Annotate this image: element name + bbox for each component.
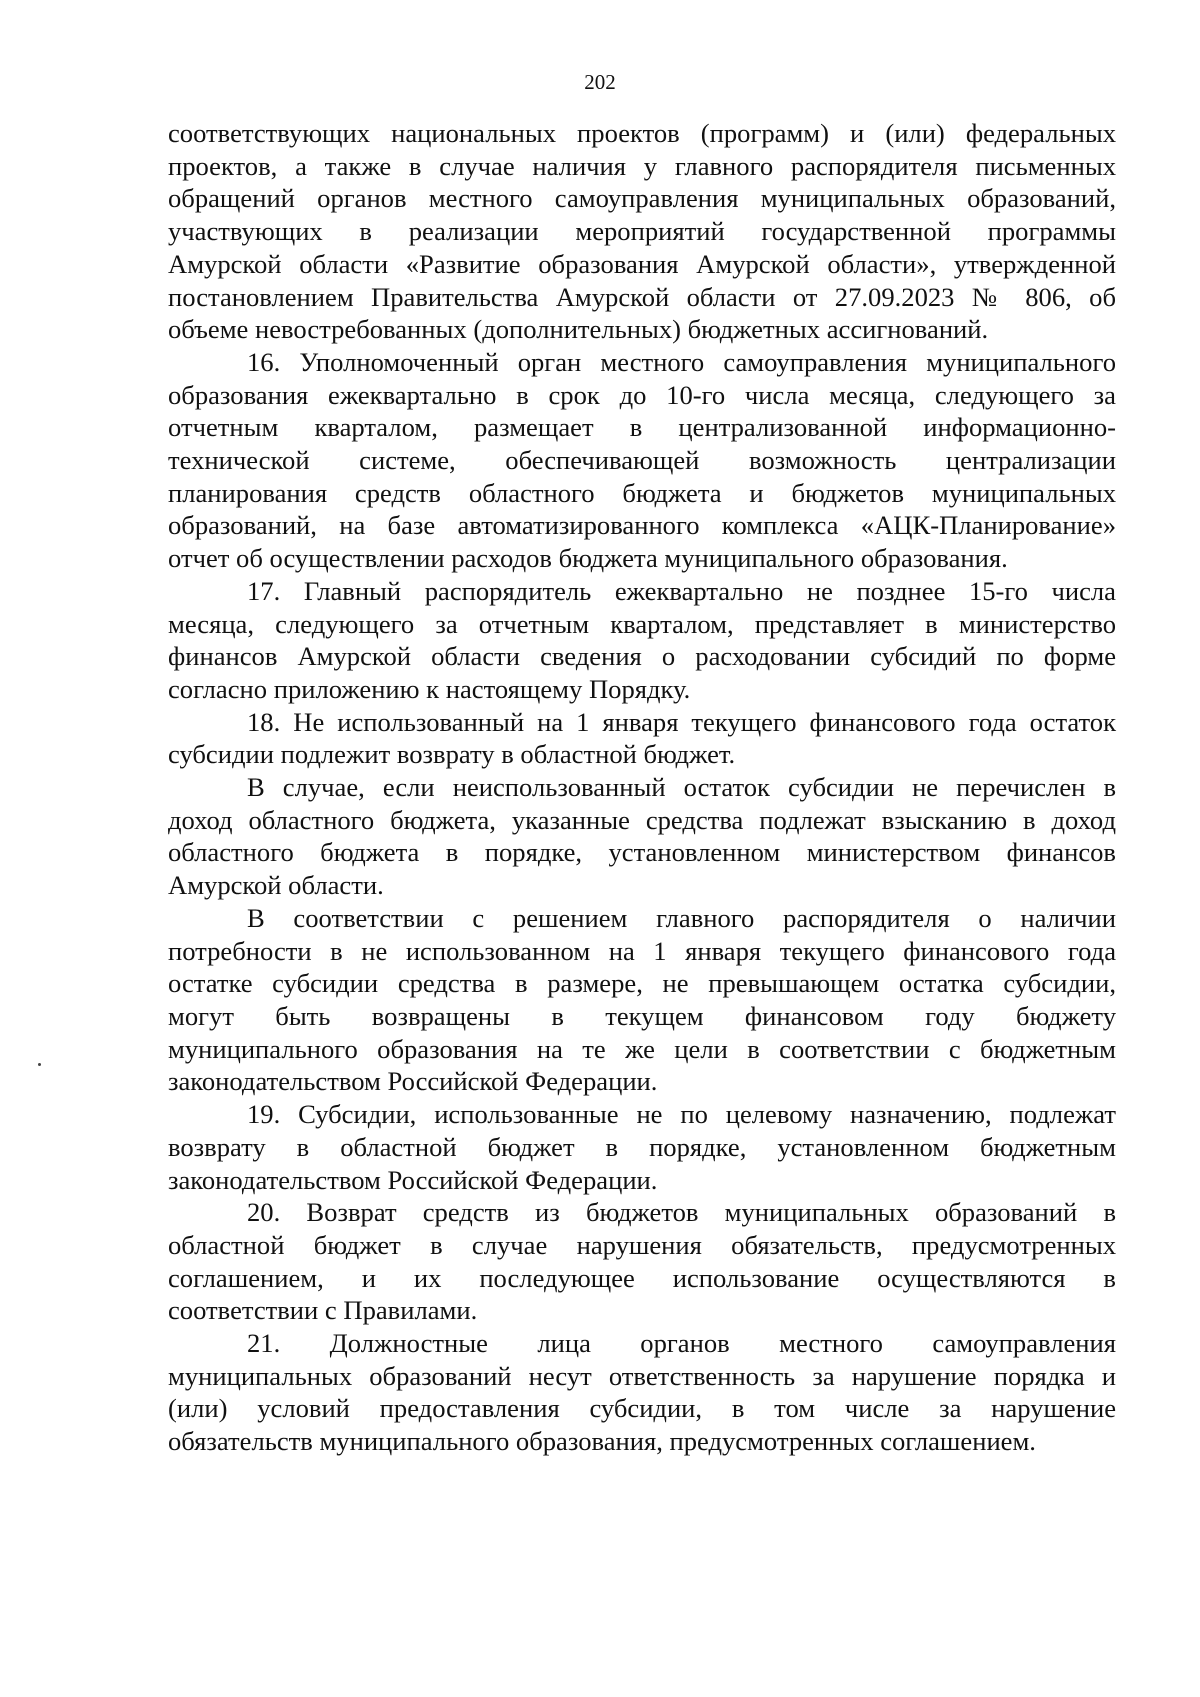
paragraph-p17 bbox=[168, 575, 1116, 706]
text-line: 20. Возврат средств из бюджетов муниципальных образований в bbox=[247, 1197, 1116, 1228]
paragraph-p18c bbox=[168, 902, 1116, 1098]
paragraph-p19 bbox=[168, 1098, 1116, 1196]
text-line: возврату в областной бюджет в порядке, установленном бюджетным bbox=[168, 1131, 1116, 1162]
text-line: законодательством Российской Федерации. bbox=[168, 1164, 658, 1195]
text-line: отчетным кварталом, размещает в централизованной информационно- bbox=[168, 412, 1116, 443]
text-line: 21. Должностные лица органов местного самоуправления bbox=[247, 1328, 1116, 1359]
scan-speck bbox=[38, 1063, 41, 1066]
text-line: технической системе, обеспечивающей возможность централизации bbox=[168, 445, 1116, 476]
paragraph-p20 bbox=[168, 1196, 1116, 1327]
text-line: образования ежеквартально в срок до 10-го числа месяца, следующего за bbox=[168, 379, 1116, 410]
paragraph-p16 bbox=[168, 346, 1116, 575]
text-line: остатке субсидии средства в размере, не превышающем остатка субсидии, bbox=[168, 968, 1116, 999]
text-line: В соответствии с решением главного распорядителя о наличии bbox=[247, 902, 1116, 933]
text-line: 16. Уполномоченный орган местного самоуправления муниципального bbox=[247, 346, 1116, 377]
text-line: постановлением Правительства Амурской области от 27.09.2023 № 806, об bbox=[168, 281, 1116, 312]
text-line: месяца, следующего за отчетным кварталом, представляет в министерство bbox=[168, 608, 1116, 639]
page-number: 202 bbox=[584, 70, 616, 94]
text-line: финансов Амурской области сведения о расходовании субсидий по форме bbox=[168, 641, 1116, 672]
text-line: субсидии подлежит возврату в областной бюджет. bbox=[168, 739, 736, 770]
text-line: В случае, если неиспользованный остаток субсидии не перечислен в bbox=[247, 772, 1116, 803]
text-line: соответствии с Правилами. bbox=[168, 1295, 478, 1326]
text-line: 18. Не использованный на 1 января текущего финансового года остаток bbox=[247, 706, 1116, 737]
text-line: областной бюджет в случае нарушения обязательств, предусмотренных bbox=[168, 1229, 1116, 1260]
text-line: соглашением, и их последующее использование осуществляются в bbox=[168, 1262, 1116, 1293]
text-line: отчет об осуществлении расходов бюджета муниципального образования. bbox=[168, 543, 1008, 574]
text-line: Амурской области. bbox=[168, 870, 384, 901]
paragraph-p0 bbox=[168, 117, 1116, 346]
text-line: соответствующих национальных проектов (программ) и (или) федеральных bbox=[168, 118, 1116, 148]
paragraph-p21 bbox=[168, 1327, 1116, 1458]
text-line: могут быть возвращены в текущем финансовом году бюджету bbox=[168, 1000, 1116, 1031]
text-line: планирования средств областного бюджета и бюджетов муниципальных bbox=[168, 477, 1116, 508]
text-line: Амурской области «Развитие образования Амурской области», утвержденной bbox=[168, 248, 1116, 279]
text-line: муниципального образования на те же цели в соответствии с бюджетным bbox=[168, 1033, 1116, 1064]
text-line: обращений органов местного самоуправления муниципальных образований, bbox=[168, 183, 1116, 214]
text-line: участвующих в реализации мероприятий государственной программы bbox=[168, 216, 1116, 247]
text-line: потребности в не использованном на 1 января текущего финансового года bbox=[168, 935, 1116, 966]
document-body bbox=[168, 117, 1116, 1458]
text-line: доход областного бюджета, указанные средства подлежат взысканию в доход bbox=[168, 804, 1116, 835]
text-line: 19. Субсидии, использованные не по целевому назначению, подлежат bbox=[247, 1099, 1116, 1130]
paragraph-p18b bbox=[168, 771, 1116, 902]
text-line: согласно приложению к настоящему Порядку. bbox=[168, 673, 691, 704]
text-line: объеме невостребованных (дополнительных) бюджетных ассигнований. bbox=[168, 314, 989, 345]
text-line: проектов, а также в случае наличия у главного распорядителя письменных bbox=[168, 150, 1116, 181]
text-line: 17. Главный распорядитель ежеквартально не позднее 15-го числа bbox=[247, 575, 1116, 606]
text-line: законодательством Российской Федерации. bbox=[168, 1066, 658, 1097]
paragraph-p18 bbox=[168, 706, 1116, 771]
text-line: (или) условий предоставления субсидии, в том числе за нарушение bbox=[168, 1393, 1116, 1424]
text-line: муниципальных образований несут ответственность за нарушение порядка и bbox=[168, 1360, 1116, 1391]
text-line: областного бюджета в порядке, установленном министерством финансов bbox=[168, 837, 1116, 868]
text-line: обязательств муниципального образования, предусмотренных соглашением. bbox=[168, 1426, 1036, 1457]
text-line: образований, на базе автоматизированного комплекса «АЦК-Планирование» bbox=[168, 510, 1116, 541]
